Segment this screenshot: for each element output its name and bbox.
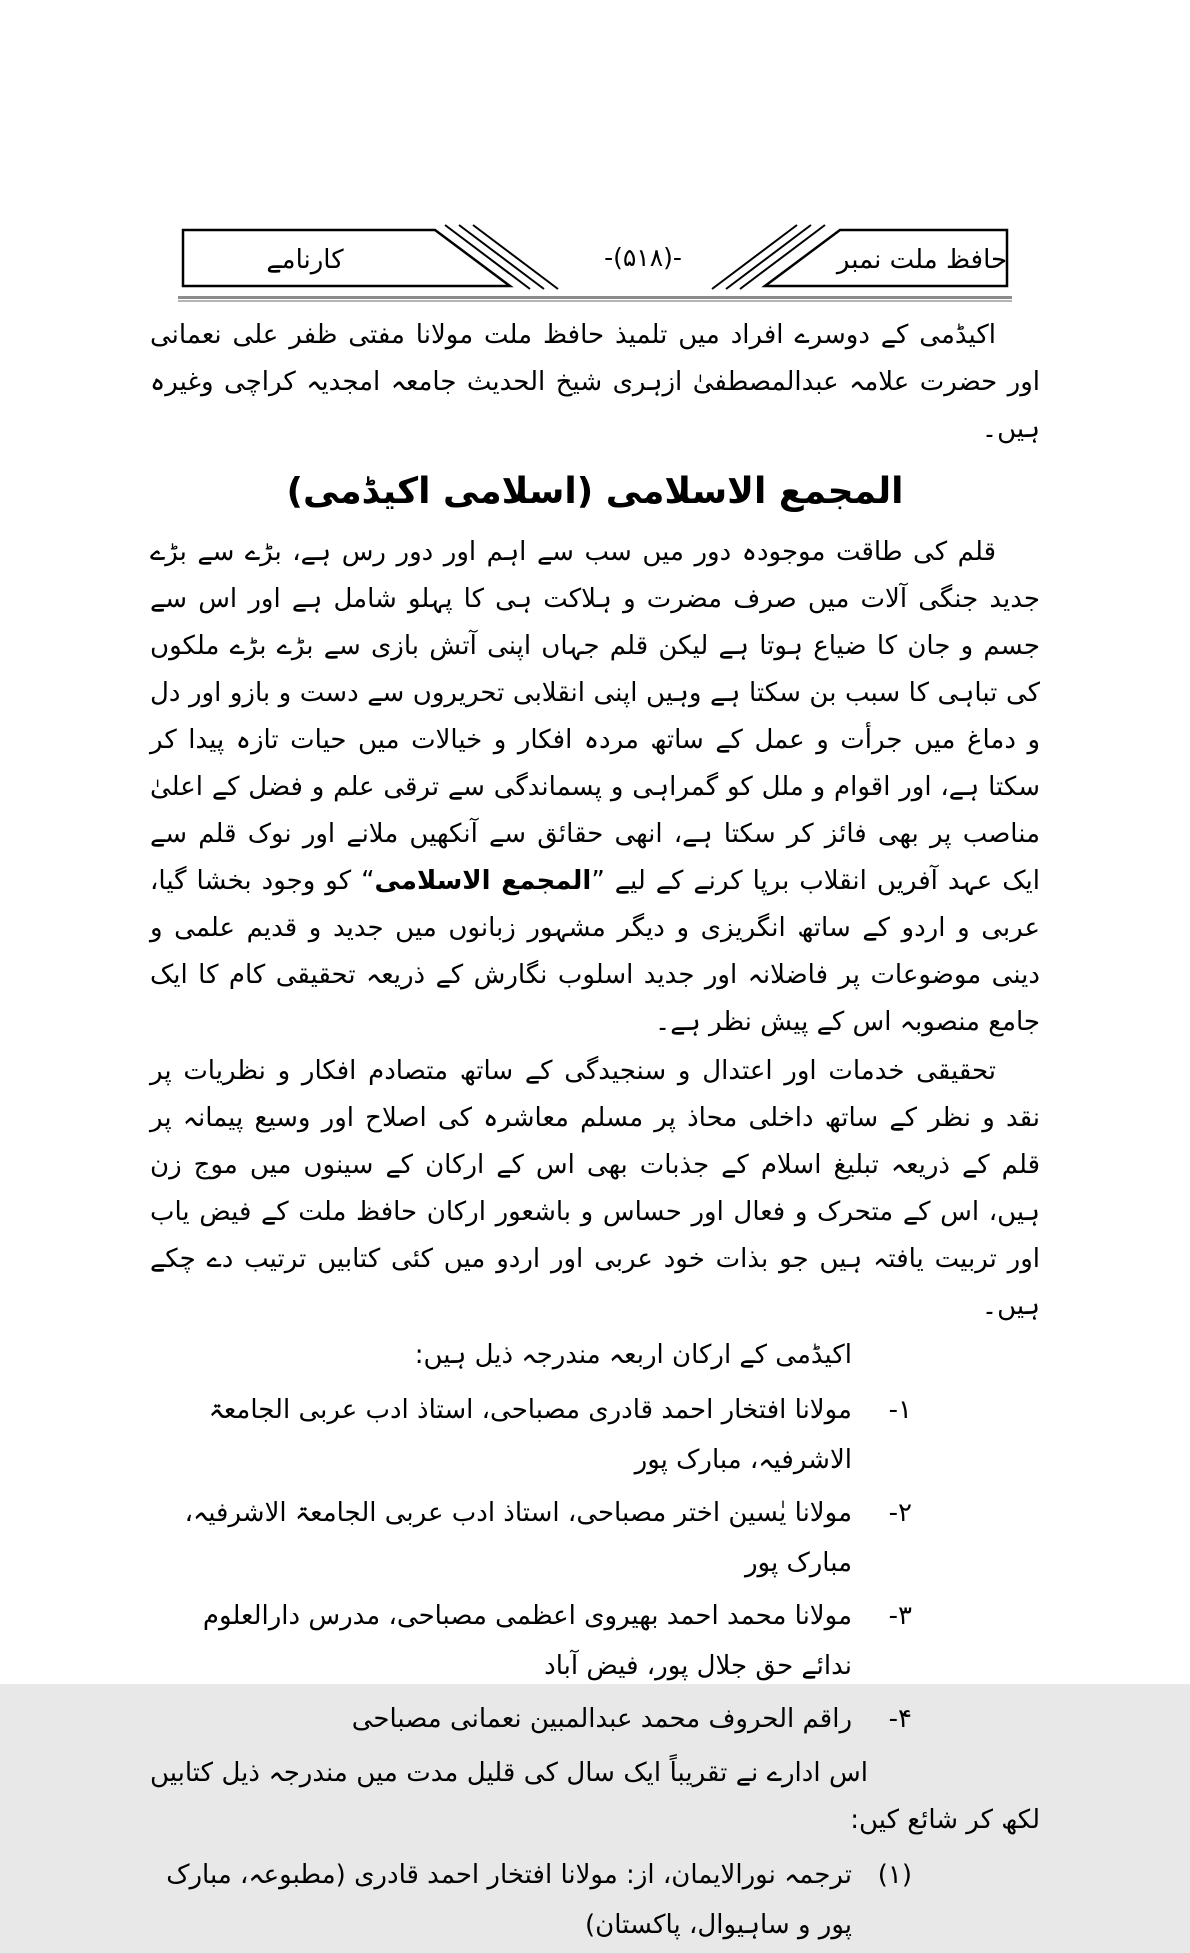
page-header: [180, 222, 1010, 294]
books-list: [150, 1850, 1040, 1950]
paragraph-text: “ کو وجود بخشا گیا، عربی و اردو کے ساتھ انگریزی و دیگر مشہور زبانوں میں جدید و قدیم علمی و دینی موضوعات پر فاضلانہ اور جدید اسلوب نگارش کے ذریعہ تحقیقی کام کا ایک جامع منصوبہ اس کے پیش نظر ہے۔: [150, 866, 1040, 1037]
list-item-text: ترجمہ نورالایمان، از: مولانا افتخار احمد قادری (مطبوعہ، مبارک پور و ساہیوال، پاکستان): [166, 1860, 852, 1940]
list-item-text: مولانا افتخار احمد قادری مصباحی، استاذ ادب عربی الجامعۃ الاشرفیہ، مبارک پور: [208, 1395, 852, 1475]
header-left-box: [183, 230, 510, 286]
list-item-number: ۴-: [888, 1704, 912, 1734]
body-paragraph-2: تحقیقی خدمات اور اعتدال و سنجیدگی کے ساتھ متصادم افکار و نظریات پر نقد و نظر کے ساتھ داخلی محاذ پر مسلم معاشرہ کی اصلاح اور وسیع پیمانہ پر قلم کے ذریعہ تبلیغ اسلام کے جذبات بھی اس کے ارکان کے سینوں میں موج زن ہیں، اس کے متحرک و فعال اور حساس و باشعور ارکان حافظ ملت کے فیض یاب اور تربیت یافتہ ہیں جو بذات خود عربی اور اردو میں کئی کتابیں ترتیب دے چکے ہیں۔: [150, 1056, 1040, 1321]
list-item-text: مولانا یٰسین اختر مصباحی، استاذ ادب عربی الجامعۃ الاشرفیہ، مبارک پور: [184, 1498, 852, 1578]
document-body: [150, 312, 1040, 1953]
intro-paragraph: اکیڈمی کے دوسرے افراد میں تلمیذ حافظ ملت مولانا مفتی ظفر علی نعمانی اور حضرت علامہ عبدالمصطفیٰ ازہری شیخ الحدیث جامعہ امجدیہ کراچی وغیرہ ہیں۔: [150, 320, 1040, 444]
list-item-number: (۱): [877, 1860, 912, 1890]
body-paragraph-1: [150, 529, 1040, 1046]
list-item: [150, 1850, 1040, 1950]
header-right-label: حافظ ملت نمبر: [836, 245, 1008, 275]
list-item-text: راقم الحروف محمد عبدالمبین نعمانی مصباحی: [351, 1704, 852, 1734]
list-item: [150, 1488, 1040, 1588]
list-item-text: مولانا محمد احمد بھیروی اعظمی مصباحی، مدرس دارالعلوم ندائے حق جلال پور، فیض آباد: [202, 1601, 852, 1681]
header-divider-rule: [178, 296, 1012, 300]
list-item-number: ۱-: [888, 1395, 912, 1425]
page-number: -(۵۱۸)-: [604, 243, 682, 272]
members-list-intro: اکیڈمی کے ارکان اربعہ مندرجہ ذیل ہیں:: [414, 1340, 852, 1370]
list-item: [150, 1591, 1040, 1691]
list-item: [150, 1385, 1040, 1485]
list-item-number: ۳-: [888, 1601, 912, 1631]
paragraph-text: قلم کی طاقت موجودہ دور میں سب سے اہم اور دور رس ہے، بڑے سے بڑے جدید جنگی آلات میں صرف مضرت و ہلاکت ہی کا پہلو شامل ہے اور اس سے جسم و جان کا ضیاع ہوتا ہے لیکن قلم جہاں اپنی آتش بازی سے بڑے بڑے ملکوں کی تباہی کا سبب بن سکتا ہے وہیں اپنی انقلابی تحریروں سے دست و بازو اور دل و دماغ میں جرأت و عمل کے ساتھ مردہ افکار و خیالات میں حیات تازہ پیدا کر سکتا ہے، اور اقوام و ملل کو گمراہی و پسماندگی سے ترقی علم و فضل کے اعلیٰ مناصب پر بھی فائز کر سکتا ہے، انھی حقائق سے آنکھیں ملانے اور نوک قلم سے ایک عہد آفریں انقلاب برپا کرنے کے لیے ”: [150, 537, 1041, 896]
books-list-intro: اس ادارے نے تقریباً ایک سال کی قلیل مدت میں مندرجہ ذیل کتابیں لکھ کر شائع کیں:: [150, 1758, 1040, 1835]
list-item-number: ۲-: [888, 1498, 912, 1528]
header-decoration: [180, 222, 1010, 294]
header-left-label: کارنامے: [266, 245, 344, 275]
list-item: [150, 1694, 1040, 1744]
members-list: [150, 1385, 1040, 1744]
section-heading: المجمع الاسلامی (اسلامی اکیڈمی): [286, 471, 904, 512]
academy-name-emphasis: المجمع الاسلامی: [374, 866, 592, 896]
